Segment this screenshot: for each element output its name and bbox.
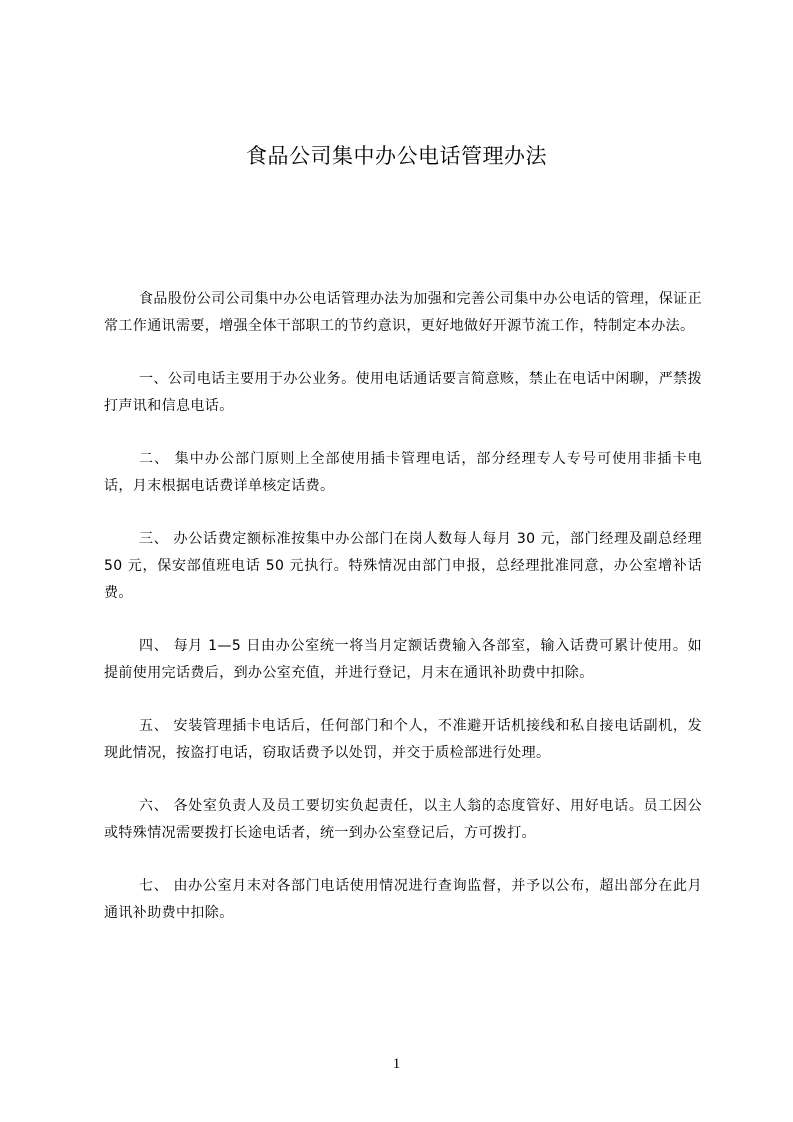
article-4-paragraph: 四、 每月 1—5 日由办公室统一将当月定额话费输入各部室，输入话费可累计使用。如提前使用完话费后，到办公室充值，并进行登记，月末在通讯补助费中扣除。 <box>104 638 702 681</box>
intro-paragraph: 食品股份公司公司集中办公电话管理办法为加强和完善公司集中办公电话的管理，保证正常工作通讯需要，增强全体干部职工的节约意识，更好地做好开源节流工作，特制定本办法。 <box>104 291 702 334</box>
article-1-paragraph: 一、公司电话主要用于办公业务。使用电话通话要言简意赅，禁止在电话中闲聊，严禁拨打声讯和信息电话。 <box>104 371 702 414</box>
article-7-paragraph: 七、 由办公室月末对各部门电话使用情况进行查询监督，并予以公布，超出部分在此月通讯补助费中扣除。 <box>104 878 702 921</box>
article-5-paragraph: 五、 安装管理插卡电话后，任何部门和个人，不准避开话机接线和私自接电话副机，发现此情况，按盗打电话，窃取话费予以处罚，并交于质检部进行处理。 <box>104 718 702 761</box>
article-2-paragraph: 二、 集中办公部门原则上全部使用插卡管理电话，部分经理专人专号可使用非插卡电话，月末根据电话费详单核定话费。 <box>104 451 702 494</box>
document-title: 食品公司集中办公电话管理办法 <box>246 144 547 168</box>
page-number: 1 <box>392 1056 401 1072</box>
document-body <box>104 286 702 953</box>
article-6-paragraph: 六、 各处室负责人及员工要切实负起责任，以主人翁的态度管好、用好电话。员工因公或特殊情况需要拨打长途电话者，统一到办公室登记后，方可拨打。 <box>104 798 702 841</box>
article-3-paragraph: 三、 办公话费定额标准按集中办公部门在岗人数每人每月 30 元，部门经理及副总经理 50 元，保安部值班电话 50 元执行。特殊情况由部门申报，总经理批准同意，办公室增补话费。 <box>104 531 702 601</box>
